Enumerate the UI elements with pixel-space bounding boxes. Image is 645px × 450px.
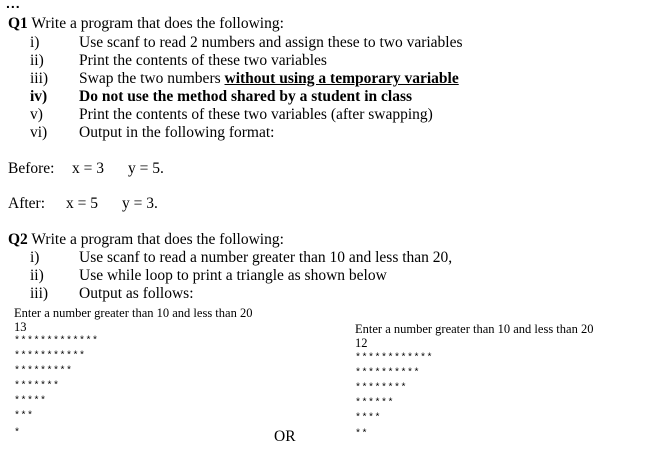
right-output-prompt: Enter a number greater than 10 and less than 20 <box>355 322 594 336</box>
q1-item-number: i) <box>30 34 40 51</box>
q1-item-text <box>79 70 459 88</box>
left-star-row: ***** <box>14 396 47 407</box>
q1-label: Q1 <box>8 15 28 32</box>
right-star-row: ****** <box>355 398 395 409</box>
right-output-input: 12 <box>355 336 368 350</box>
q1-item-underlined-text: without using a temporary variable <box>224 70 459 87</box>
q1-heading <box>8 15 284 33</box>
left-star-row: * <box>14 428 21 439</box>
q1-item-text: Do not use the method shared by a student in class <box>79 88 413 105</box>
q1-item-text: Print the contents of these two variables <box>79 52 327 69</box>
q1-item-text: Use scanf to read 2 numbers and assign these to two variables <box>79 34 463 51</box>
q1-item-number: ii) <box>30 52 44 69</box>
q2-item-text: Use scanf to read a number greater than 10 and less than 20, <box>79 249 453 266</box>
left-star-row: *** <box>14 411 34 422</box>
right-star-row: **** <box>355 413 382 424</box>
right-star-row: ******** <box>355 383 408 394</box>
q1-item-text: Print the contents of these two variables (after swapping) <box>79 106 433 123</box>
q2-intro: Write a program that does the following: <box>27 231 284 248</box>
before-label: Before: <box>8 160 55 177</box>
q1-item-text: Output in the following format: <box>79 124 275 141</box>
q2-item-text: Use while loop to print a triangle as shown below <box>79 267 387 284</box>
q2-label: Q2 <box>8 231 28 248</box>
q1-item-text-pre: Swap the two numbers <box>79 70 225 87</box>
left-star-row: ********* <box>14 366 73 377</box>
q2-item-text: Output as follows: <box>79 285 194 302</box>
q1-item-number: vi) <box>30 124 48 141</box>
q1-item-number: iii) <box>30 70 49 87</box>
after-label: After: <box>8 195 46 212</box>
before-y-value: y = 5. <box>128 160 164 177</box>
left-star-row: *********** <box>14 351 86 362</box>
right-star-row: ************ <box>355 353 434 364</box>
q1-intro: Write a program that does the following: <box>27 15 284 32</box>
left-star-row: ******* <box>14 381 60 392</box>
q1-item-number: v) <box>30 106 43 123</box>
after-y-value: y = 3. <box>122 195 158 212</box>
after-line <box>8 195 45 213</box>
ellipsis: ... <box>6 0 21 11</box>
q2-item-number: ii) <box>30 267 44 284</box>
q1-item-number: iv) <box>30 88 48 105</box>
after-x-value: x = 5 <box>66 195 98 212</box>
q2-item-number: i) <box>30 249 40 266</box>
or-label: OR <box>274 428 296 445</box>
left-output-input: 13 <box>14 320 27 334</box>
left-star-row: ************* <box>14 336 99 347</box>
right-star-row: ** <box>355 429 369 440</box>
q2-item-number: iii) <box>30 285 49 302</box>
before-x-value: x = 3 <box>72 160 104 177</box>
q2-heading <box>8 231 284 249</box>
left-output-prompt: Enter a number greater than 10 and less than 20 <box>14 306 253 320</box>
before-line <box>8 160 54 178</box>
right-star-row: ********** <box>355 368 421 379</box>
